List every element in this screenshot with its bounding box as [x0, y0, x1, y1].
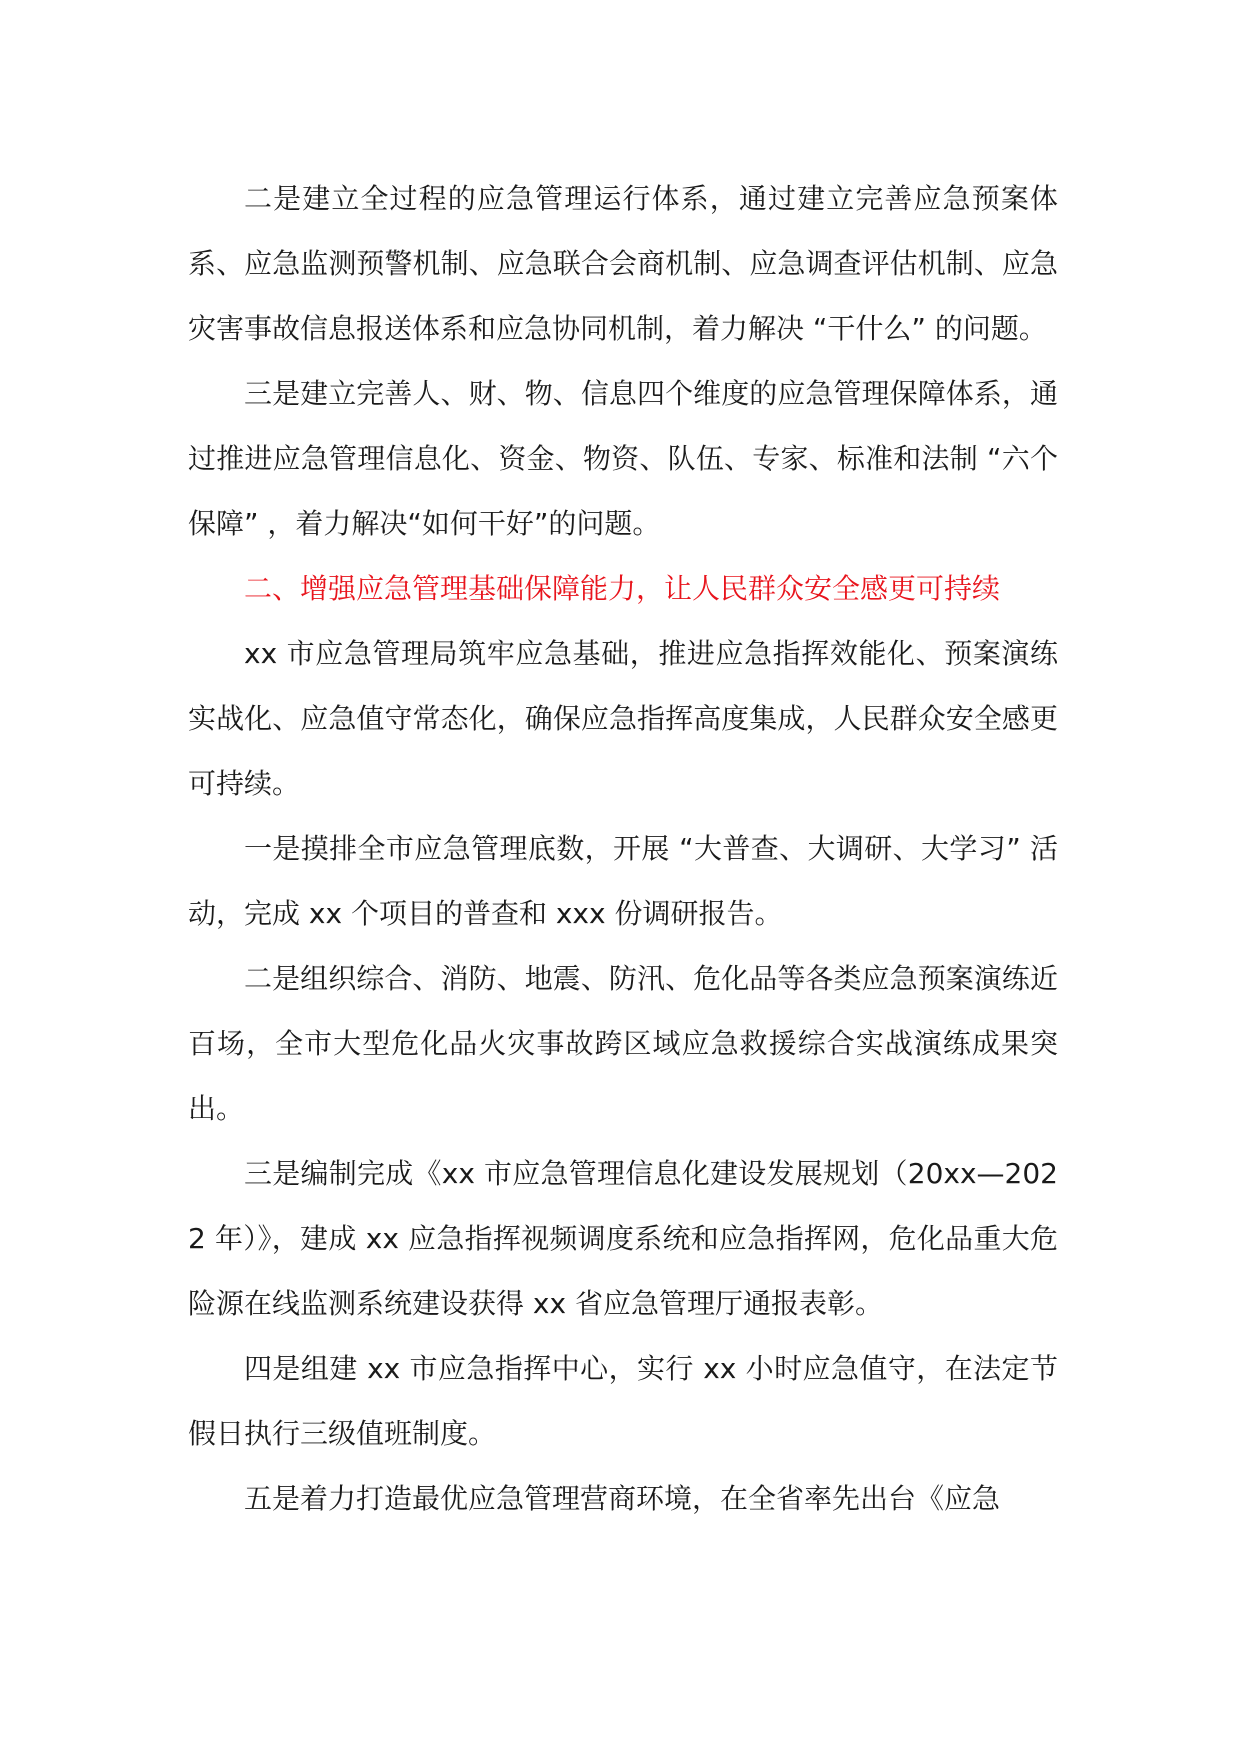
paragraph-section-intro: xx 市应急管理局筑牢应急基础，推进应急指挥效能化、预案演练实战化、应急值守常态化，确保应急指挥高度集成，人民群众安全感更可持续。: [188, 637, 1058, 800]
paragraph-point-four: 四是组建 xx 市应急指挥中心，实行 xx 小时应急值守，在法定节假日执行三级值班制度。: [188, 1352, 1058, 1450]
paragraph-system-operation: 二是建立全过程的应急管理运行体系，通过建立完善应急预案体系、应急监测预警机制、应急联合会商机制、应急调查评估机制、应急灾害事故信息报送体系和应急协同机制，着力解决 “干什么” 的问题。: [188, 182, 1058, 345]
paragraph-point-two: 二是组织综合、消防、地震、防汛、危化品等各类应急预案演练近百场，全市大型危化品火灾事故跨区域应急救援综合实战演练成果突出。: [188, 962, 1058, 1125]
paragraph-point-five: 五是着力打造最优应急管理营商环境，在全省率先出台《应急: [244, 1482, 1001, 1515]
paragraph-system-support: 三是建立完善人、财、物、信息四个维度的应急管理保障体系，通过推进应急管理信息化、资金、物资、队伍、专家、标准和法制 “六个保障” ，着力解决“如何干好”的问题。: [188, 377, 1058, 540]
paragraph-point-one: 一是摸排全市应急管理底数，开展 “大普查、大调研、大学习” 活动，完成 xx 个项目的普查和 xxx 份调研报告。: [188, 832, 1058, 930]
paragraph-point-three: 三是编制完成《xx 市应急管理信息化建设发展规划（20xx—2022 年）》，建成 xx 应急指挥视频调度系统和应急指挥网，危化品重大危险源在线监测系统建设获得 xx 省应急管理厅通报表彰。: [188, 1157, 1058, 1320]
document-page: [188, 166, 1058, 1531]
section-heading: 二、增强应急管理基础保障能力，让人民群众安全感更可持续: [244, 572, 1001, 605]
